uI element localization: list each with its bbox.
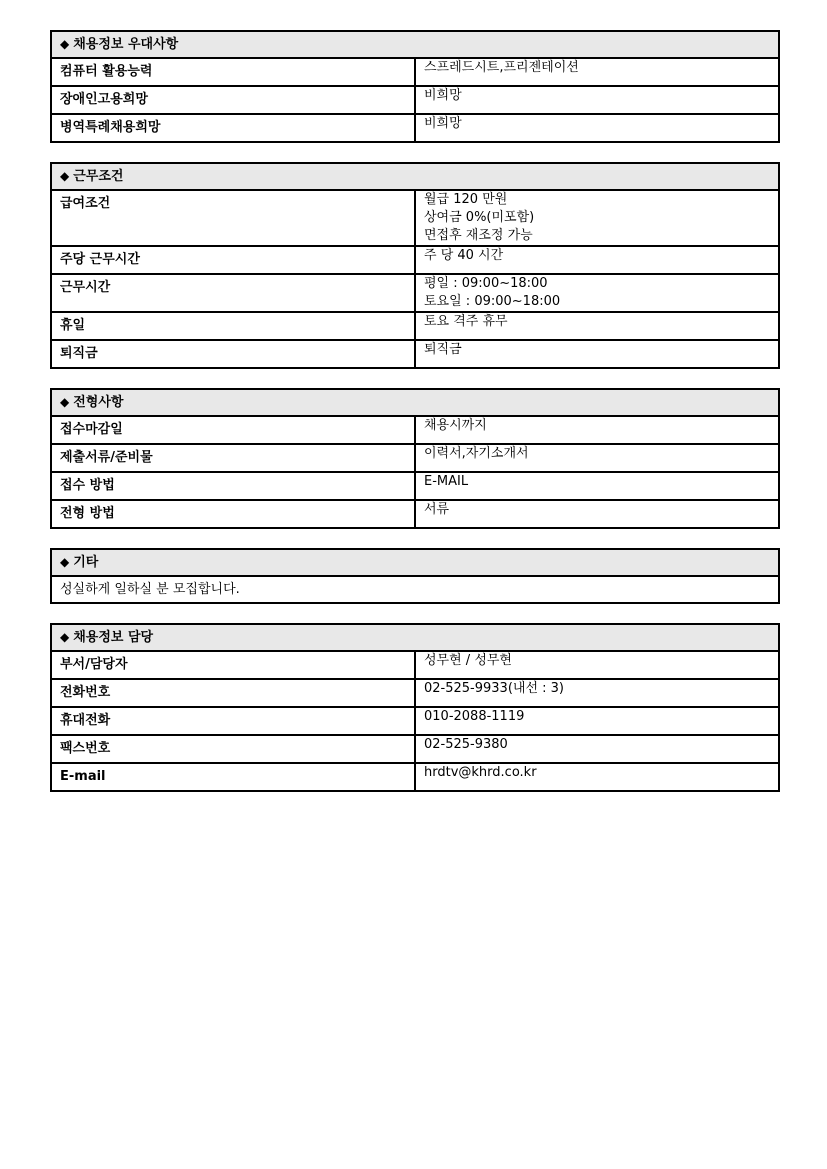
value-line: 성무현 / 성무현: [424, 653, 512, 668]
conditions-section-header: [51, 163, 779, 190]
row-label: 퇴직금: [51, 340, 415, 368]
selection-section: [50, 388, 780, 529]
table-row: [51, 246, 779, 274]
row-label: 급여조건: [51, 190, 415, 246]
diamond-icon: ◆: [60, 555, 70, 569]
diamond-icon: ◆: [60, 37, 70, 51]
etc-section: [50, 548, 780, 604]
contact-section-title: 채용정보 담당: [73, 630, 154, 645]
value-line: 퇴직금: [424, 342, 462, 357]
row-value: [415, 763, 779, 791]
value-line: 채용시까지: [424, 418, 487, 433]
value-line: 010-2088-1119: [424, 709, 525, 724]
etc-section-title: 기타: [73, 555, 99, 570]
table-row: [51, 707, 779, 735]
row-value: [415, 679, 779, 707]
value-line: 02-525-9933(내선 : 3): [424, 681, 564, 696]
contact-section-header: [51, 624, 779, 651]
table-row: [51, 190, 779, 246]
table-row: [51, 444, 779, 472]
value-line: 월급 120 만원: [424, 192, 508, 207]
value-line: E-MAIL: [424, 474, 469, 489]
row-value: [415, 651, 779, 679]
row-label: 주당 근무시간: [51, 246, 415, 274]
table-row: [51, 735, 779, 763]
value-line: 비희망: [424, 116, 462, 131]
row-label: 근무시간: [51, 274, 415, 312]
value-line: hrdtv@khrd.co.kr: [424, 765, 537, 780]
row-value: [415, 472, 779, 500]
conditions-section: [50, 162, 780, 369]
value-line: 평일 : 09:00~18:00: [424, 276, 548, 291]
table-row: [51, 651, 779, 679]
etc-section-header: [51, 549, 779, 576]
row-value: [415, 416, 779, 444]
table-row: [51, 274, 779, 312]
contact-section: [50, 623, 780, 792]
row-value: [415, 58, 779, 86]
table-row: [51, 340, 779, 368]
row-value: [415, 312, 779, 340]
row-value: [415, 444, 779, 472]
table-row: [51, 86, 779, 114]
value-line: 서류: [424, 502, 450, 517]
row-value: [415, 246, 779, 274]
selection-section-title: 전형사항: [73, 395, 124, 410]
row-label: 전화번호: [51, 679, 415, 707]
table-row: [51, 679, 779, 707]
row-label: 제출서류/준비물: [51, 444, 415, 472]
table-row: [51, 500, 779, 528]
table-row: [51, 576, 779, 603]
table-row: [51, 114, 779, 142]
row-value: [415, 114, 779, 142]
document-page: [50, 30, 780, 811]
row-label: E-mail: [51, 763, 415, 791]
table-row: [51, 58, 779, 86]
value-line: 주 당 40 시간: [424, 248, 504, 263]
diamond-icon: ◆: [60, 395, 70, 409]
row-value: [415, 707, 779, 735]
row-value: [415, 500, 779, 528]
value-line: 토요일 : 09:00~18:00: [424, 294, 561, 309]
row-value: [415, 735, 779, 763]
row-label: 휴대전화: [51, 707, 415, 735]
diamond-icon: ◆: [60, 630, 70, 644]
row-label: 부서/담당자: [51, 651, 415, 679]
row-label: 컴퓨터 활용능력: [51, 58, 415, 86]
table-row: [51, 763, 779, 791]
conditions-section-title: 근무조건: [73, 169, 124, 184]
table-row: [51, 416, 779, 444]
table-row: [51, 472, 779, 500]
selection-section-header: [51, 389, 779, 416]
preference-section-title: 채용정보 우대사항: [73, 37, 179, 52]
row-label: 휴일: [51, 312, 415, 340]
preference-section: [50, 30, 780, 143]
preference-section-header: [51, 31, 779, 58]
row-value: [415, 274, 779, 312]
row-label: 전형 방법: [51, 500, 415, 528]
value-line: 스프레드시트,프리젠테이션: [424, 60, 579, 75]
diamond-icon: ◆: [60, 169, 70, 183]
row-label: 팩스번호: [51, 735, 415, 763]
value-line: 면접후 재조정 가능: [424, 228, 533, 243]
row-label: 병역특례채용희망: [51, 114, 415, 142]
value-line: 비희망: [424, 88, 462, 103]
value-line: 02-525-9380: [424, 737, 508, 752]
value-line: 이력서,자기소개서: [424, 446, 529, 461]
value-line: 상여금 0%(미포함): [424, 210, 535, 225]
row-label: 접수마감일: [51, 416, 415, 444]
value-line: 토요 격주 휴무: [424, 314, 508, 329]
table-row: [51, 312, 779, 340]
etc-text: 성실하게 일하실 분 모집합니다.: [51, 576, 779, 603]
row-value: [415, 86, 779, 114]
row-value: [415, 340, 779, 368]
row-value: [415, 190, 779, 246]
row-label: 접수 방법: [51, 472, 415, 500]
row-label: 장애인고용희망: [51, 86, 415, 114]
